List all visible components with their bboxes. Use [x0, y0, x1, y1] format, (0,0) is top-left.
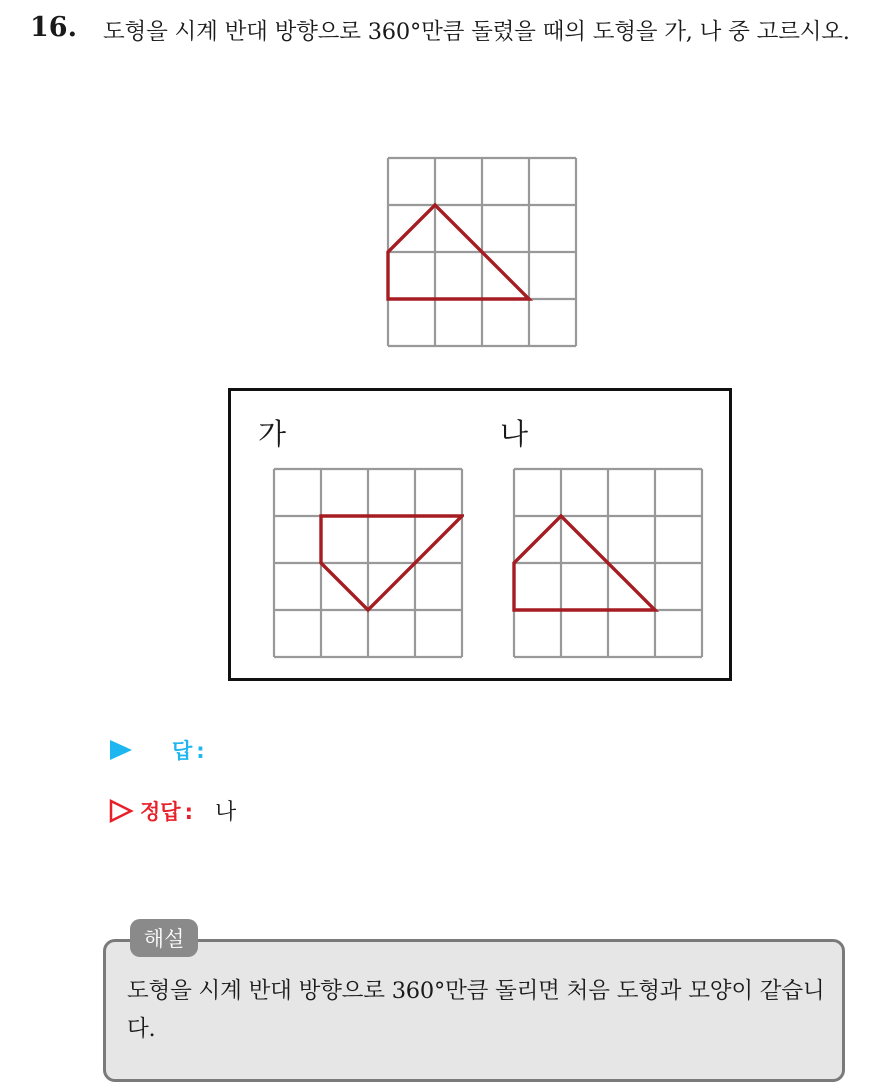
correct-answer-row — [108, 795, 236, 826]
explanation-text: 도형을 시계 반대 방향으로 360°만큼 돌리면 처음 도형과 모양이 같습니다. — [127, 978, 825, 1042]
explanation-tag: 해설 — [130, 919, 198, 957]
play-triangle-filled-icon — [108, 738, 134, 762]
play-triangle-outline-icon — [108, 798, 134, 824]
option-ga-label: 가 — [258, 417, 287, 451]
correct-answer-value: 나 — [214, 800, 237, 825]
original-figure-grid — [386, 156, 578, 348]
question-text: 도형을 시계 반대 방향으로 360°만큼 돌렸을 때의 도형을 가, 나 중 고르시오. — [103, 19, 850, 45]
answer-row — [108, 735, 427, 765]
option-ga-figure-grid — [272, 467, 464, 659]
answer-label: 답 : — [172, 739, 205, 763]
option-na-figure-grid — [512, 467, 704, 659]
answer-input[interactable] — [227, 736, 427, 764]
option-na-label: 나 — [500, 417, 529, 451]
correct-answer-label: 정답 : — [140, 799, 193, 824]
question-number: 16. — [30, 12, 77, 43]
